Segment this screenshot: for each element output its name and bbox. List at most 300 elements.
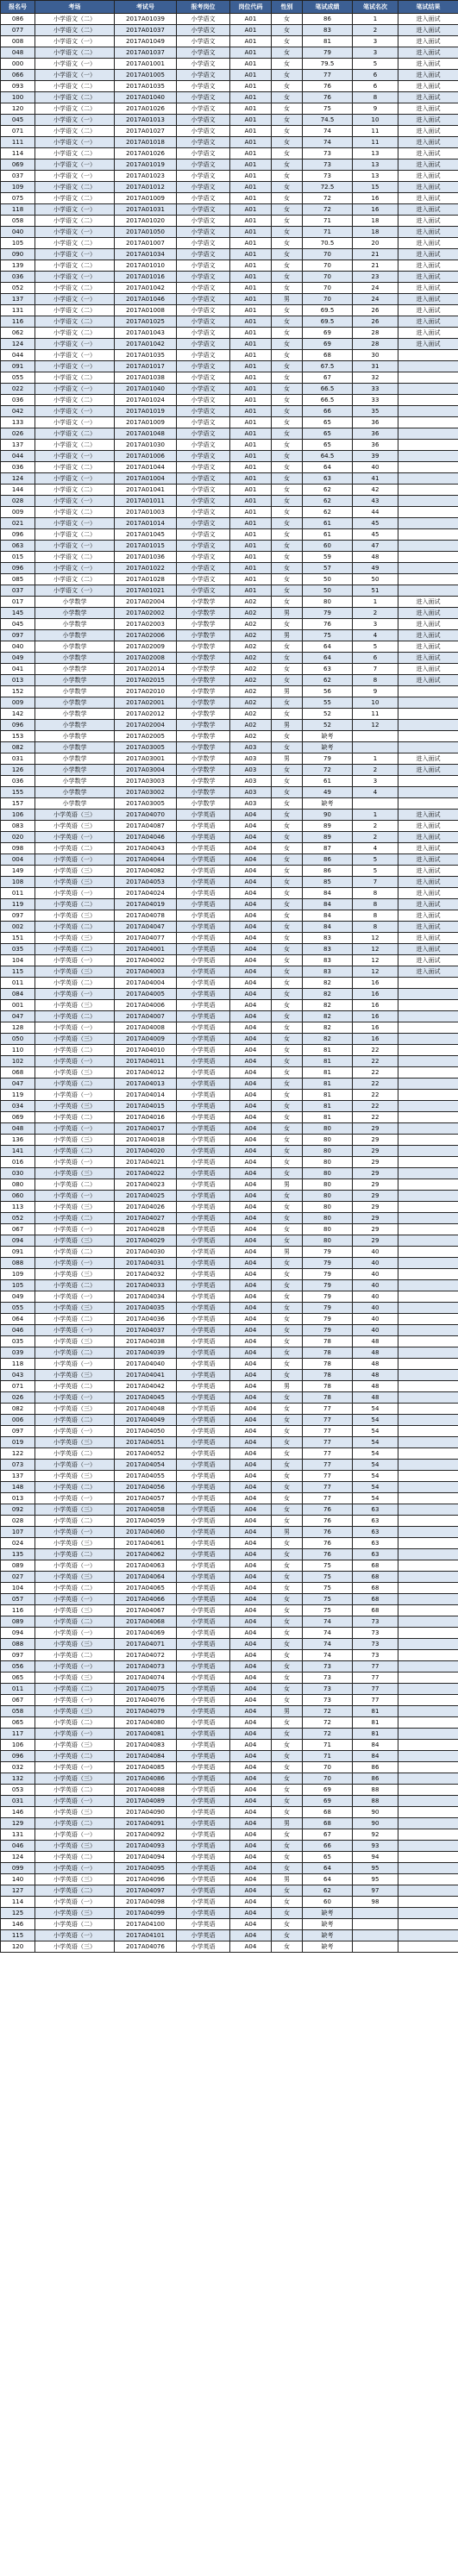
cell-written-score: 65 (303, 440, 353, 451)
table-row (1, 350, 458, 361)
cell-position: 小学英语 (177, 1392, 230, 1404)
cell-position-code: A03 (230, 798, 272, 810)
cell-written-result (398, 1437, 458, 1448)
table-row (1, 877, 458, 888)
table-row (1, 1090, 458, 1101)
cell-position: 小学数学 (177, 765, 230, 776)
cell-written-score: 79 (303, 1314, 353, 1325)
cell-position-code: A04 (230, 922, 272, 933)
cell-exam-room: 小学数学 (35, 753, 115, 765)
cell-written-rank: 73 (353, 1639, 398, 1650)
cell-gender: 女 (272, 103, 303, 115)
cell-position-code: A04 (230, 1885, 272, 1897)
table-row (1, 608, 458, 619)
cell-written-score: 66 (303, 406, 353, 417)
cell-registration-no: 068 (1, 1067, 35, 1079)
cell-gender: 女 (272, 1516, 303, 1527)
cell-written-rank: 26 (353, 316, 398, 328)
table-row (1, 742, 458, 753)
cell-written-score: 80 (303, 1135, 353, 1146)
cell-registration-no: 058 (1, 216, 35, 227)
cell-written-result: 进入面试 (398, 653, 458, 664)
cell-position-code: A01 (230, 384, 272, 395)
cell-position: 小学英语 (177, 1684, 230, 1695)
cell-written-score: 68 (303, 1818, 353, 1829)
cell-written-score: 80 (303, 1213, 353, 1224)
cell-exam-no: 2017A04077 (115, 933, 177, 944)
table-row (1, 92, 458, 103)
table-row (1, 1179, 458, 1191)
table-row (1, 619, 458, 630)
cell-written-rank: 2 (353, 25, 398, 36)
cell-written-rank: 2 (353, 821, 398, 832)
cell-position-code: A04 (230, 1874, 272, 1885)
cell-exam-no: 2017A04062 (115, 1549, 177, 1560)
cell-exam-room: 小学数学 (35, 720, 115, 731)
cell-position-code: A02 (230, 664, 272, 675)
cell-exam-no: 2017A01019 (115, 406, 177, 417)
cell-registration-no: 109 (1, 1269, 35, 1280)
cell-written-result: 进入面试 (398, 765, 458, 776)
cell-gender: 女 (272, 978, 303, 989)
cell-gender: 女 (272, 664, 303, 675)
table-row (1, 473, 458, 485)
cell-written-score: 64 (303, 462, 353, 473)
cell-registration-no: 091 (1, 361, 35, 372)
cell-position-code: A04 (230, 1280, 272, 1291)
cell-position-code: A01 (230, 216, 272, 227)
cell-written-result (398, 1269, 458, 1280)
cell-position: 小学英语 (177, 1359, 230, 1370)
cell-position: 小学英语 (177, 1291, 230, 1303)
cell-registration-no: 055 (1, 372, 35, 384)
cell-registration-no: 021 (1, 518, 35, 529)
cell-written-rank: 35 (353, 406, 398, 417)
cell-position-code: A04 (230, 1717, 272, 1729)
cell-written-result: 进入面试 (398, 36, 458, 47)
cell-position: 小学语文 (177, 283, 230, 294)
table-row (1, 1818, 458, 1829)
cell-gender: 女 (272, 597, 303, 608)
cell-written-result (398, 1560, 458, 1572)
table-row (1, 1516, 458, 1527)
cell-position: 小学英语 (177, 1919, 230, 1930)
cell-written-result (398, 1605, 458, 1616)
cell-written-score: 79.5 (303, 59, 353, 70)
cell-exam-no: 2017A04076 (115, 1695, 177, 1706)
cell-gender: 女 (272, 989, 303, 1000)
table-row (1, 1740, 458, 1751)
cell-exam-no: 2017A01013 (115, 115, 177, 126)
cell-registration-no: 031 (1, 753, 35, 765)
cell-gender: 女 (272, 888, 303, 899)
cell-position: 小学语文 (177, 238, 230, 249)
cell-exam-room: 小学数学 (35, 697, 115, 709)
cell-position: 小学数学 (177, 776, 230, 787)
header-position-code: 岗位代码 (230, 1, 272, 14)
cell-position-code: A01 (230, 25, 272, 36)
table-row (1, 1930, 458, 1941)
cell-registration-no: 104 (1, 1583, 35, 1594)
cell-exam-no: 2017A01035 (115, 81, 177, 92)
cell-written-rank: 28 (353, 328, 398, 339)
table-row (1, 1897, 458, 1908)
cell-registration-no: 136 (1, 1135, 35, 1146)
cell-exam-room: 小学数学 (35, 653, 115, 664)
cell-position: 小学语文 (177, 47, 230, 59)
cell-exam-room: 小学数学 (35, 742, 115, 753)
cell-registration-no: 013 (1, 675, 35, 686)
cell-written-rank (353, 798, 398, 810)
cell-exam-no: 2017A04058 (115, 1504, 177, 1516)
cell-written-score: 66 (303, 1841, 353, 1852)
cell-written-result (398, 1673, 458, 1684)
cell-written-result (398, 1135, 458, 1146)
table-row (1, 1695, 458, 1706)
cell-position: 小学语文 (177, 25, 230, 36)
cell-registration-no: 026 (1, 1392, 35, 1404)
cell-written-rank: 81 (353, 1717, 398, 1729)
cell-written-rank: 41 (353, 473, 398, 485)
cell-exam-room: 小学英语（三） (35, 1034, 115, 1045)
cell-exam-room: 小学英语（二） (35, 1650, 115, 1661)
cell-written-result: 进入面试 (398, 193, 458, 204)
cell-exam-room: 小学英语（二） (35, 1045, 115, 1056)
cell-position: 小学英语 (177, 1729, 230, 1740)
cell-written-result (398, 1762, 458, 1773)
cell-position-code: A04 (230, 966, 272, 978)
table-row (1, 1829, 458, 1841)
cell-position: 小学语文 (177, 361, 230, 372)
table-row (1, 1291, 458, 1303)
cell-exam-no: 2017A04027 (115, 1213, 177, 1224)
cell-written-rank: 48 (353, 552, 398, 563)
cell-written-score: 50 (303, 574, 353, 585)
cell-exam-no: 2017A04068 (115, 1616, 177, 1628)
table-body (1, 14, 458, 1953)
cell-written-result (398, 1516, 458, 1527)
cell-written-score: 74 (303, 1616, 353, 1628)
table-row (1, 1011, 458, 1022)
cell-position-code: A04 (230, 1258, 272, 1269)
cell-written-rank: 90 (353, 1818, 398, 1829)
cell-written-rank: 2 (353, 765, 398, 776)
cell-position: 小学语文 (177, 552, 230, 563)
cell-gender: 女 (272, 922, 303, 933)
cell-position: 小学语文 (177, 14, 230, 25)
table-row (1, 966, 458, 978)
cell-position: 小学英语 (177, 1280, 230, 1291)
cell-exam-room: 小学语文（二） (35, 440, 115, 451)
cell-gender: 女 (272, 552, 303, 563)
cell-gender: 女 (272, 92, 303, 103)
cell-gender: 女 (272, 36, 303, 47)
cell-registration-no: 153 (1, 731, 35, 742)
cell-written-score: 70.5 (303, 238, 353, 249)
cell-written-rank: 16 (353, 1000, 398, 1011)
cell-exam-no: 2017A01019 (115, 159, 177, 171)
cell-registration-no: 146 (1, 1919, 35, 1930)
cell-position: 小学英语 (177, 1213, 230, 1224)
cell-exam-room: 小学语文（一） (35, 541, 115, 552)
cell-written-rank: 2 (353, 832, 398, 843)
cell-position: 小学英语 (177, 1235, 230, 1247)
cell-exam-no: 2017A03004 (115, 765, 177, 776)
cell-exam-no: 2017A04094 (115, 1852, 177, 1863)
cell-registration-no: 137 (1, 294, 35, 305)
cell-gender: 女 (272, 462, 303, 473)
cell-gender: 女 (272, 1224, 303, 1235)
cell-position-code: A01 (230, 541, 272, 552)
cell-written-rank (353, 1941, 398, 1953)
cell-gender: 女 (272, 1785, 303, 1796)
cell-written-score: 80 (303, 1235, 353, 1247)
cell-written-score: 81 (303, 1067, 353, 1079)
cell-written-rank: 40 (353, 1314, 398, 1325)
cell-exam-room: 小学英语（二） (35, 1549, 115, 1560)
cell-written-score: 57 (303, 563, 353, 574)
cell-gender: 女 (272, 384, 303, 395)
cell-written-rank: 88 (353, 1796, 398, 1807)
cell-exam-room: 小学数学 (35, 675, 115, 686)
cell-exam-no: 2017A02005 (115, 731, 177, 742)
cell-position: 小学英语 (177, 1247, 230, 1258)
cell-position-code: A04 (230, 1538, 272, 1549)
cell-position: 小学英语 (177, 1841, 230, 1852)
cell-registration-no: 082 (1, 742, 35, 753)
header-written-rank: 笔试名次 (353, 1, 398, 14)
cell-written-rank: 4 (353, 787, 398, 798)
cell-position-code: A04 (230, 1213, 272, 1224)
cell-position: 小学语文 (177, 193, 230, 204)
table-row (1, 1336, 458, 1347)
cell-written-score: 89 (303, 832, 353, 843)
cell-position-code: A01 (230, 272, 272, 283)
cell-exam-room: 小学英语（一） (35, 1224, 115, 1235)
cell-written-score: 77 (303, 70, 353, 81)
table-row (1, 1056, 458, 1067)
cell-written-rank: 8 (353, 910, 398, 922)
cell-written-score: 66.5 (303, 395, 353, 406)
cell-written-result: 进入面试 (398, 328, 458, 339)
cell-written-result: 进入面试 (398, 171, 458, 182)
cell-exam-no: 2017A01042 (115, 283, 177, 294)
cell-position: 小学英语 (177, 1347, 230, 1359)
cell-position: 小学英语 (177, 854, 230, 866)
cell-written-result (398, 1616, 458, 1628)
table-row (1, 843, 458, 854)
cell-exam-no: 2017A04076 (115, 1941, 177, 1953)
cell-written-result: 进入面试 (398, 283, 458, 294)
cell-written-score: 80 (303, 1168, 353, 1179)
cell-gender: 女 (272, 1291, 303, 1303)
header-exam-room: 考场 (35, 1, 115, 14)
cell-position: 小学英语 (177, 1538, 230, 1549)
cell-position: 小学数学 (177, 742, 230, 753)
cell-written-score: 77 (303, 1493, 353, 1504)
cell-registration-no: 046 (1, 1325, 35, 1336)
cell-exam-no: 2017A04049 (115, 1415, 177, 1426)
cell-written-score: 60 (303, 1897, 353, 1908)
header-registration-no: 报名号 (1, 1, 35, 14)
cell-exam-room: 小学语文（一） (35, 204, 115, 216)
cell-written-result (398, 1303, 458, 1314)
cell-exam-no: 2017A04090 (115, 1807, 177, 1818)
cell-registration-no: 093 (1, 81, 35, 92)
cell-exam-room: 小学数学 (35, 597, 115, 608)
cell-position: 小学数学 (177, 630, 230, 641)
cell-position-code: A04 (230, 1325, 272, 1336)
cell-exam-room: 小学英语（二） (35, 1179, 115, 1191)
table-row (1, 1785, 458, 1796)
cell-exam-room: 小学英语（三） (35, 1437, 115, 1448)
cell-written-score: 83 (303, 933, 353, 944)
cell-registration-no: 013 (1, 1493, 35, 1504)
cell-written-result (398, 529, 458, 541)
cell-written-rank: 73 (353, 1650, 398, 1661)
cell-position: 小学语文 (177, 462, 230, 473)
cell-written-rank: 81 (353, 1729, 398, 1740)
cell-written-result (398, 1448, 458, 1460)
cell-written-score: 73 (303, 1673, 353, 1684)
cell-gender: 女 (272, 1157, 303, 1168)
cell-written-result (398, 485, 458, 496)
cell-gender: 女 (272, 283, 303, 294)
cell-exam-no: 2017A01048 (115, 428, 177, 440)
cell-written-result (398, 1908, 458, 1919)
cell-registration-no: 148 (1, 1482, 35, 1493)
cell-exam-room: 小学英语（二） (35, 1516, 115, 1527)
cell-written-score: 77 (303, 1415, 353, 1426)
cell-written-rank: 77 (353, 1684, 398, 1695)
cell-registration-no: 094 (1, 1628, 35, 1639)
cell-exam-no: 2017A01005 (115, 70, 177, 81)
cell-registration-no: 110 (1, 1045, 35, 1056)
cell-exam-room: 小学英语（三） (35, 877, 115, 888)
table-row (1, 260, 458, 272)
cell-exam-no: 2017A04010 (115, 1045, 177, 1056)
cell-gender: 女 (272, 798, 303, 810)
cell-written-rank: 11 (353, 709, 398, 720)
cell-gender: 女 (272, 1336, 303, 1347)
cell-position: 小学英语 (177, 966, 230, 978)
cell-gender: 女 (272, 1471, 303, 1482)
table-row (1, 137, 458, 148)
cell-gender: 女 (272, 821, 303, 832)
cell-position-code: A04 (230, 1034, 272, 1045)
cell-position: 小学英语 (177, 1863, 230, 1874)
table-row (1, 238, 458, 249)
cell-exam-room: 小学英语（三） (35, 1841, 115, 1852)
cell-registration-no: 019 (1, 1437, 35, 1448)
cell-position-code: A02 (230, 675, 272, 686)
table-row (1, 597, 458, 608)
cell-exam-room: 小学英语（三） (35, 1807, 115, 1818)
cell-position-code: A04 (230, 1560, 272, 1572)
cell-registration-no: 096 (1, 1751, 35, 1762)
cell-position: 小学英语 (177, 1426, 230, 1437)
cell-gender: 女 (272, 473, 303, 485)
cell-exam-room: 小学语文（一） (35, 137, 115, 148)
cell-written-score: 69 (303, 328, 353, 339)
cell-written-rank: 54 (353, 1448, 398, 1460)
cell-registration-no: 002 (1, 922, 35, 933)
cell-written-score: 缺考 (303, 742, 353, 753)
cell-registration-no: 037 (1, 585, 35, 597)
cell-written-result (398, 1347, 458, 1359)
cell-written-rank: 33 (353, 384, 398, 395)
table-row (1, 316, 458, 328)
cell-gender: 女 (272, 159, 303, 171)
cell-exam-room: 小学英语（一） (35, 1325, 115, 1336)
cell-gender: 女 (272, 1022, 303, 1034)
cell-position: 小学英语 (177, 1897, 230, 1908)
cell-position-code: A04 (230, 933, 272, 944)
cell-exam-room: 小学英语（二） (35, 843, 115, 854)
cell-position-code: A02 (230, 653, 272, 664)
cell-position-code: A04 (230, 1493, 272, 1504)
cell-written-result (398, 1090, 458, 1101)
cell-exam-no: 2017A04056 (115, 1482, 177, 1493)
cell-gender: 女 (272, 182, 303, 193)
cell-written-result (398, 361, 458, 372)
cell-written-rank: 47 (353, 541, 398, 552)
cell-exam-room: 小学英语（三） (35, 1673, 115, 1684)
cell-gender: 女 (272, 529, 303, 541)
cell-registration-no: 052 (1, 283, 35, 294)
cell-gender: 男 (272, 686, 303, 697)
cell-exam-room: 小学英语（三） (35, 910, 115, 922)
cell-position: 小学英语 (177, 1930, 230, 1941)
cell-written-score: 71 (303, 216, 353, 227)
cell-position: 小学数学 (177, 787, 230, 798)
header-row (1, 1, 458, 14)
cell-position-code: A04 (230, 1303, 272, 1314)
cell-position: 小学语文 (177, 36, 230, 47)
cell-position: 小学英语 (177, 1650, 230, 1661)
cell-written-result (398, 1773, 458, 1785)
cell-position: 小学英语 (177, 843, 230, 854)
table-row (1, 507, 458, 518)
cell-written-result: 进入面试 (398, 103, 458, 115)
cell-written-rank: 8 (353, 922, 398, 933)
cell-registration-no: 028 (1, 496, 35, 507)
cell-written-score: 70 (303, 294, 353, 305)
cell-exam-no: 2017A04060 (115, 1527, 177, 1538)
cell-position-code: A01 (230, 518, 272, 529)
cell-gender: 女 (272, 765, 303, 776)
cell-written-result (398, 417, 458, 428)
cell-written-score: 75 (303, 1560, 353, 1572)
cell-written-result: 进入面试 (398, 877, 458, 888)
cell-position: 小学语文 (177, 216, 230, 227)
cell-gender: 女 (272, 1583, 303, 1594)
header-gender: 性别 (272, 1, 303, 14)
cell-exam-room: 小学英语（三） (35, 1101, 115, 1112)
cell-registration-no: 036 (1, 395, 35, 406)
cell-registration-no: 037 (1, 171, 35, 182)
cell-registration-no: 122 (1, 1448, 35, 1460)
cell-gender: 女 (272, 619, 303, 630)
cell-position-code: A04 (230, 1112, 272, 1123)
cell-exam-room: 小学语文（一） (35, 361, 115, 372)
cell-written-score: 69 (303, 339, 353, 350)
table-row (1, 1684, 458, 1695)
cell-written-result (398, 1291, 458, 1303)
cell-gender: 女 (272, 428, 303, 440)
cell-written-score: 78 (303, 1370, 353, 1381)
cell-exam-room: 小学语文（二） (35, 552, 115, 563)
